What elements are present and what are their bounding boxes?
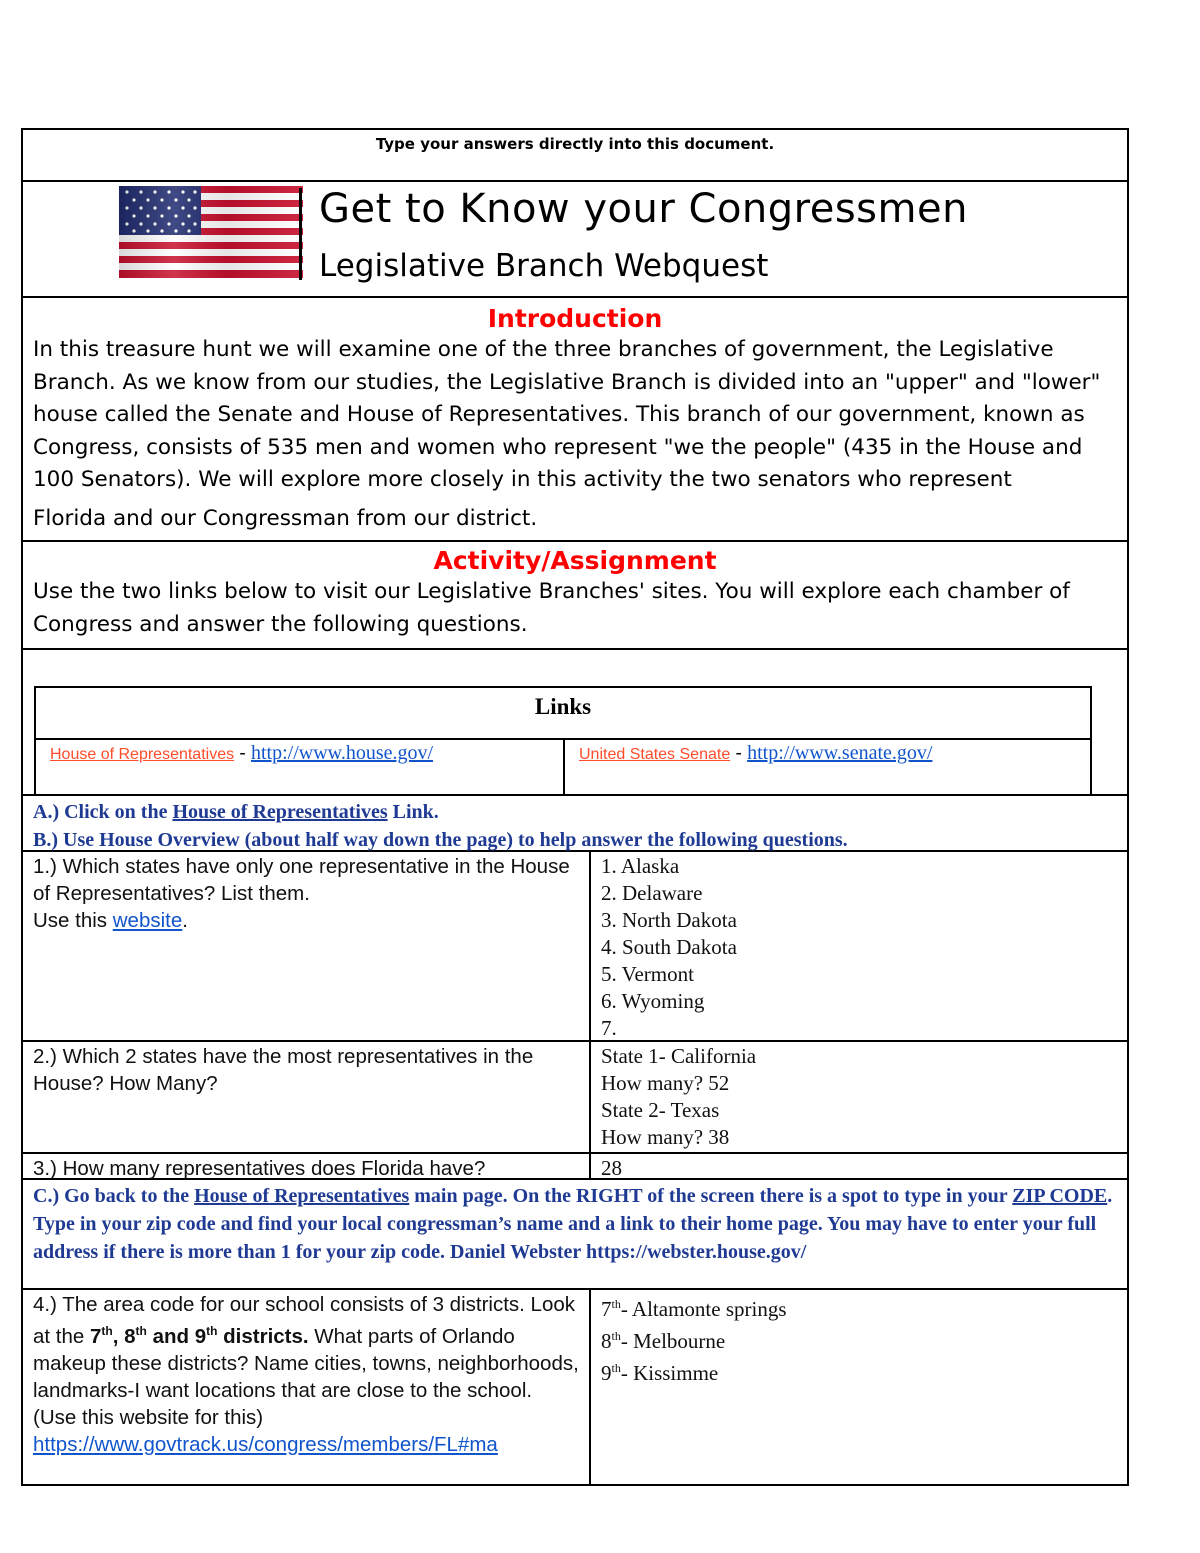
- links-table: [34, 686, 1092, 794]
- header-divider: [299, 188, 302, 280]
- step-b: B.) Use House Overview (about half way down the page) to help answer the following questions.: [33, 829, 848, 851]
- question-4-row: [23, 1290, 1127, 1484]
- question-1-use-prefix: Use this: [33, 909, 113, 932]
- introduction-text-last: Florida and our Congressman from our district.: [33, 505, 538, 531]
- answer-4-text: - Melbourne: [620, 1329, 726, 1353]
- introduction-text: In this treasure hunt we will examine one of the three branches of government, the Legislative Branch. As we know from our studies, the Legislative Branch is divided into an "upper" and "lower" house called the Senate and House of Representatives. This branch of our government, known as Congress, consists of 535 men and women who represent "we the people" (435 in the House and 100 Senators). We will explore more closely in this activity the two senators who represent: [33, 337, 1101, 492]
- senate-separator: -: [730, 743, 748, 764]
- district-7: 7: [90, 1324, 102, 1348]
- answer-4-text: - Altamonte springs: [620, 1297, 787, 1321]
- govtrack-link[interactable]: https://www.govtrack.us/congress/members/FL#ma: [33, 1432, 498, 1456]
- answer-2-line: How many? 38: [601, 1125, 730, 1149]
- answer-4-sup: th: [611, 1361, 621, 1375]
- answer-2[interactable]: [591, 1042, 1127, 1152]
- answer-4-sup: th: [611, 1329, 621, 1343]
- answer-4-num: 9: [601, 1361, 612, 1385]
- senate-link[interactable]: United States Senate: [579, 746, 731, 763]
- senate-url-link[interactable]: http://www.senate.gov/: [747, 742, 933, 764]
- district-9: 9: [194, 1324, 207, 1348]
- question-3: 3.) How many representatives does Florida have?: [23, 1154, 591, 1178]
- step-a-prefix: A.) Click on the: [33, 801, 173, 823]
- separator: ,: [112, 1324, 125, 1348]
- step-c: [23, 1180, 1127, 1290]
- question-1-use-suffix: .: [182, 909, 188, 932]
- question-1-text: 1.) Which states have only one representative in the House of Representatives? List them.: [33, 855, 570, 905]
- activity-heading: Activity/Assignment: [433, 546, 717, 575]
- step-c-text-1: C.) Go back to the: [33, 1185, 195, 1207]
- district-8: 8: [124, 1324, 136, 1348]
- question-1-row: [23, 852, 1127, 1042]
- answer-4-text: - Kissimme: [620, 1361, 719, 1385]
- answer-1[interactable]: [591, 852, 1127, 1040]
- answer-4-sup: th: [611, 1297, 621, 1311]
- step-a-link[interactable]: House of Representatives: [172, 801, 388, 823]
- introduction-section: [23, 298, 1127, 542]
- answer-4[interactable]: [591, 1290, 1127, 1484]
- links-section: [23, 650, 1127, 796]
- answer-4-line: [601, 1355, 1117, 1387]
- house-separator: -: [234, 743, 251, 764]
- activity-text: Use the two links below to visit our Legislative Branches' sites. You will explore each chamber of Congress and answer the following questions.: [33, 579, 1070, 637]
- zip-code-link[interactable]: ZIP CODE: [1012, 1185, 1108, 1207]
- american-flag-icon: [119, 186, 303, 278]
- step-c-text-2: main page. On the RIGHT of the screen there is a spot to type in your: [409, 1185, 1013, 1207]
- answer-1-line: 2. Delaware: [601, 881, 703, 905]
- step-a-suffix: Link.: [387, 801, 439, 823]
- answer-1-line: 6. Wyoming: [601, 989, 705, 1013]
- step-c-text-3: . Type in your zip code and find your local congressman’s name and a link to their home page. You may have to enter your full address if there is more than 1 for your zip code. Daniel Webster https://webster.house.gov/: [33, 1185, 1113, 1263]
- activity-section: [23, 542, 1127, 650]
- question-4-text-a: 4.) The area code for our school consists of 3 districts. Look at the: [33, 1293, 575, 1348]
- answer-1-line: 5. Vermont: [601, 962, 694, 986]
- house-link-cell: [36, 740, 565, 794]
- question-2-row: [23, 1042, 1127, 1154]
- page-title: Get to Know your Congressmen: [319, 186, 968, 232]
- answer-4-line: [601, 1291, 1117, 1323]
- answer-2-line: How many? 52: [601, 1071, 730, 1095]
- header-row: [23, 182, 1127, 298]
- instruction-text: Type your answers directly into this document.: [375, 135, 775, 153]
- page-subtitle: Legislative Branch Webquest: [319, 248, 769, 284]
- question-2: 2.) Which 2 states have the most representatives in the House? How Many?: [23, 1042, 591, 1152]
- question-3-row: [23, 1154, 1127, 1180]
- links-title: Links: [36, 688, 1090, 740]
- answer-4-num: 7: [601, 1297, 612, 1321]
- answer-2-line: State 2- Texas: [601, 1098, 720, 1122]
- answer-1-line: 7.: [601, 1016, 617, 1040]
- instruction-row: [23, 130, 1127, 182]
- answer-3[interactable]: 28: [601, 1156, 622, 1180]
- answer-2-line: State 1- California: [601, 1044, 757, 1068]
- senate-link-cell: [565, 740, 946, 794]
- separator: and: [146, 1324, 195, 1348]
- question-1: [23, 852, 591, 1040]
- question-4: [23, 1290, 591, 1484]
- answer-1-line: 4. South Dakota: [601, 935, 737, 959]
- step-c-house-link[interactable]: House of Representatives: [194, 1185, 410, 1207]
- question-4-text-b: What parts of Orlando makeup these districts? Name cities, towns, neighborhoods, landmarks-I want locations that are close to the school. (Use this website for this): [33, 1324, 579, 1429]
- house-link[interactable]: House of Representatives: [50, 746, 235, 763]
- introduction-heading: Introduction: [487, 304, 663, 333]
- ordinal-suffix: th: [135, 1324, 147, 1338]
- answer-4-num: 8: [601, 1329, 612, 1353]
- steps-a-b: [23, 796, 1127, 852]
- districts-word: districts.: [217, 1324, 309, 1348]
- step-a: [33, 798, 1117, 826]
- answer-4-line: [601, 1323, 1117, 1355]
- answer-1-line: 3. North Dakota: [601, 908, 737, 932]
- ordinal-suffix: th: [101, 1324, 113, 1338]
- ordinal-suffix: th: [206, 1324, 218, 1338]
- worksheet-table: [21, 128, 1129, 1486]
- answer-1-line: 1. Alaska: [601, 854, 680, 878]
- house-url-link[interactable]: http://www.house.gov/: [251, 742, 434, 764]
- website-link[interactable]: website: [112, 909, 183, 932]
